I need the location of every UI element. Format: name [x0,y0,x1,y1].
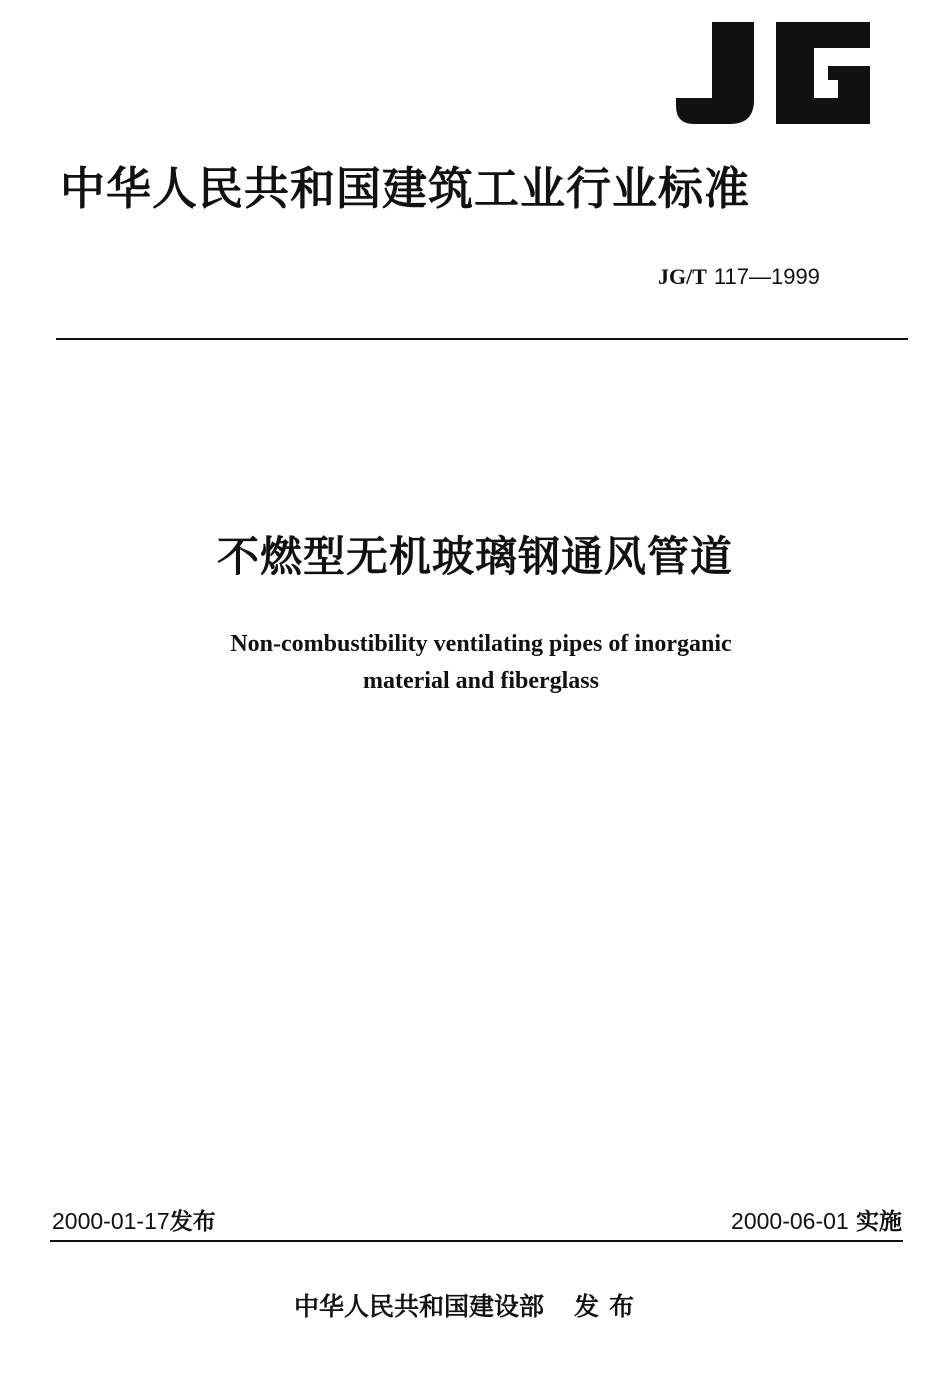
top-divider [56,338,908,340]
implementation-date [731,1208,902,1237]
jg-logo [672,18,878,128]
implementation-date-value: 2000-06-01 [731,1208,849,1234]
title-english-line-2: material and fiberglass [363,668,599,694]
issuer-publish-label: 发布 [574,1292,645,1321]
document-title-english [0,626,950,700]
issue-date-value: 2000-01-17 [52,1208,170,1234]
standard-code-prefix: JG/T [658,264,707,289]
issue-date [52,1208,216,1237]
standard-code-number: 117—1999 [713,264,820,289]
standard-code [658,266,820,289]
org-standard-title: 中华人民共和国建筑工业行业标准 [60,162,751,215]
bottom-divider [50,1240,903,1242]
issuer-name: 中华人民共和国建设部 [294,1292,545,1321]
issue-date-label: 发布 [169,1209,216,1235]
document-title-chinese: 不燃型无机玻璃钢通风管道 [216,532,733,581]
logo-letter-j [676,22,754,124]
implementation-date-label: 实施 [856,1209,902,1235]
issuing-authority [294,1292,644,1322]
logo-letter-g [776,22,870,124]
title-english-line-1: Non-combustibility ventilating pipes of inorganic [230,631,732,657]
